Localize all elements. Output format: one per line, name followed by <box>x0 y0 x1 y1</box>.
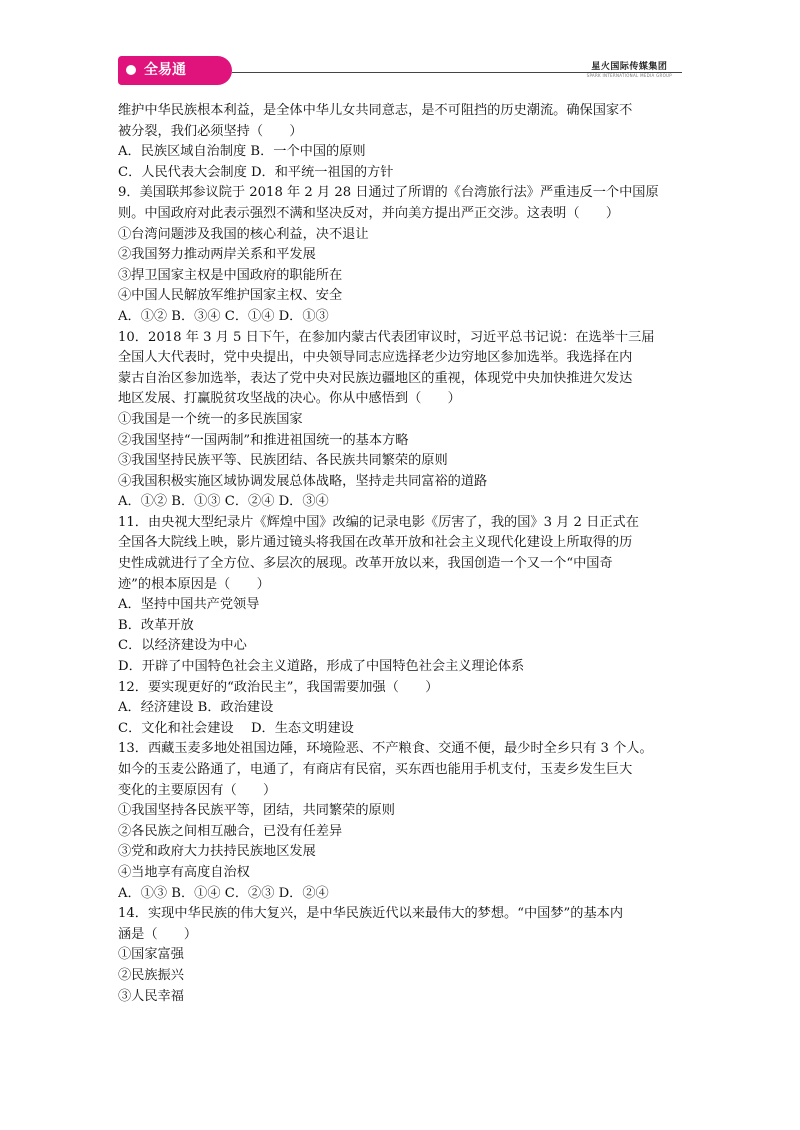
text-line: 蒙古自治区参加选举，表达了党中央对民族边疆地区的重视，体现党中央加快推进欠发达 <box>118 370 633 386</box>
text-line: 则。中国政府对此表示强烈不满和坚决反对，并向美方提出严正交涉。这表明（ ） <box>118 205 620 221</box>
text-line: 10．2018 年 3 月 5 日下午，在参加内蒙古代表团审议时，习近平总书记说：在选举十三届 <box>118 329 655 345</box>
company-mark <box>587 59 672 78</box>
text-line: 地区发展、打赢脱贫攻坚战的决心。你从中感悟到（ ） <box>118 391 461 407</box>
text-line: 维护中华民族根本利益，是全体中华儿女共同意志，是不可阻挡的历史潮流。确保国家不 <box>118 103 633 118</box>
text-line: ②我国努力推动两岸关系和平发展 <box>118 247 316 263</box>
text-line: D．开辟了中国特色社会主义道路，形成了中国特色社会主义理论体系 <box>118 659 525 675</box>
text-line: 如今的玉麦公路通了，电通了，有商店有民宿，买东西也能用手机支付，玉麦乡发生巨大 <box>118 762 633 777</box>
logo-text: 全易通 <box>144 62 186 78</box>
text-line: 9．美国联邦参议院于 2018 年 2 月 28 日通过了所谓的《台湾旅行法》严重违反一个中国原 <box>118 185 659 201</box>
document-body <box>118 101 690 1007</box>
brand-logo <box>118 56 232 85</box>
text-line: ②我国坚持“一国两制”和推进祖国统一的基本方略 <box>118 432 409 448</box>
text-line: 史性成就进行了全方位、多层次的展现。改革开放以来，我国创造一个又一个“中国奇 <box>118 556 613 572</box>
text-line: ③我国坚持民族平等、民族团结、各民族共同繁荣的原则 <box>118 453 448 469</box>
text-line: ④当地享有高度自治权 <box>118 864 250 880</box>
text-line: ①我国是一个统一的多民族国家 <box>118 411 303 427</box>
text-line: ③捍卫国家主权是中国政府的职能所在 <box>118 267 343 283</box>
text-line: 涵是（ ） <box>118 926 198 942</box>
text-line: ①国家富强 <box>118 947 184 963</box>
text-line: B．改革开放 <box>118 617 194 633</box>
logo-mark-icon <box>126 65 136 75</box>
company-name: 星火国际传媒集团 <box>591 62 668 72</box>
text-line: C．人民代表大会制度 D．和平统一祖国的方针 <box>118 164 394 180</box>
text-line: 全国人大代表时，党中央提出，中央领导同志应选择老少边穷地区参加选举。我选择在内 <box>118 350 633 366</box>
text-line: 全国各大院线上映，影片通过镜头将我国在改革开放和社会主义现代化建设上所取得的历 <box>118 535 633 551</box>
text-line: ③党和政府大力扶持民族地区发展 <box>118 844 316 860</box>
text-line: ②各民族之间相互融合，已没有任差异 <box>118 823 343 839</box>
text-line: 变化的主要原因有（ ） <box>118 782 277 798</box>
text-line: A．①② B．①③ C．②④ D．③④ <box>118 494 329 510</box>
text-line: ①台湾问题涉及我国的核心利益，决不退让 <box>118 226 369 242</box>
text-line: C．文化和社会建设 D．生态文明建设 <box>118 720 354 736</box>
text-line: A．坚持中国共产党领导 <box>118 597 260 613</box>
page-header <box>118 56 682 86</box>
text-line: ②民族振兴 <box>118 967 184 983</box>
company-tagline: SPARK INTERNATIONAL MEDIA GROUP <box>586 73 672 78</box>
text-line: 11．由央视大型纪录片《辉煌中国》改编的记录电影《厉害了，我的国》3 月 2 日正式在 <box>118 514 639 530</box>
text-line: 12．要实现更好的“政治民主”，我国需要加强（ ） <box>118 679 439 695</box>
text-line: A．经济建设 B．政治建设 <box>118 700 274 716</box>
text-line: 迹”的根本原因是（ ） <box>118 576 270 592</box>
text-line: 13．西藏玉麦多地处祖国边陲，环境险恶、不产粮食、交通不便，最少时全乡只有 3 个人。 <box>118 741 653 757</box>
text-line: ④我国积极实施区域协调发展总体战略，坚持走共同富裕的道路 <box>118 473 488 489</box>
text-line: A．①③ B．①④ C．②③ D．②④ <box>118 885 329 901</box>
text-line: ③人民幸福 <box>118 988 184 1004</box>
text-line: A．民族区域自治制度 B．一个中国的原则 <box>118 144 366 160</box>
text-line: ①我国坚持各民族平等，团结，共同繁荣的原则 <box>118 803 395 819</box>
text-line: ④中国人民解放军维护国家主权、安全 <box>118 288 343 304</box>
text-line: 14．实现中华民族的伟大复兴，是中华民族近代以来最伟大的梦想。“中国梦”的基本内 <box>118 906 624 922</box>
text-line: A．①② B．③④ C．①④ D．①③ <box>118 308 329 324</box>
text-line: 被分裂，我们必须坚持（ ） <box>118 123 303 139</box>
text-line: C．以经济建设为中心 <box>118 638 247 654</box>
